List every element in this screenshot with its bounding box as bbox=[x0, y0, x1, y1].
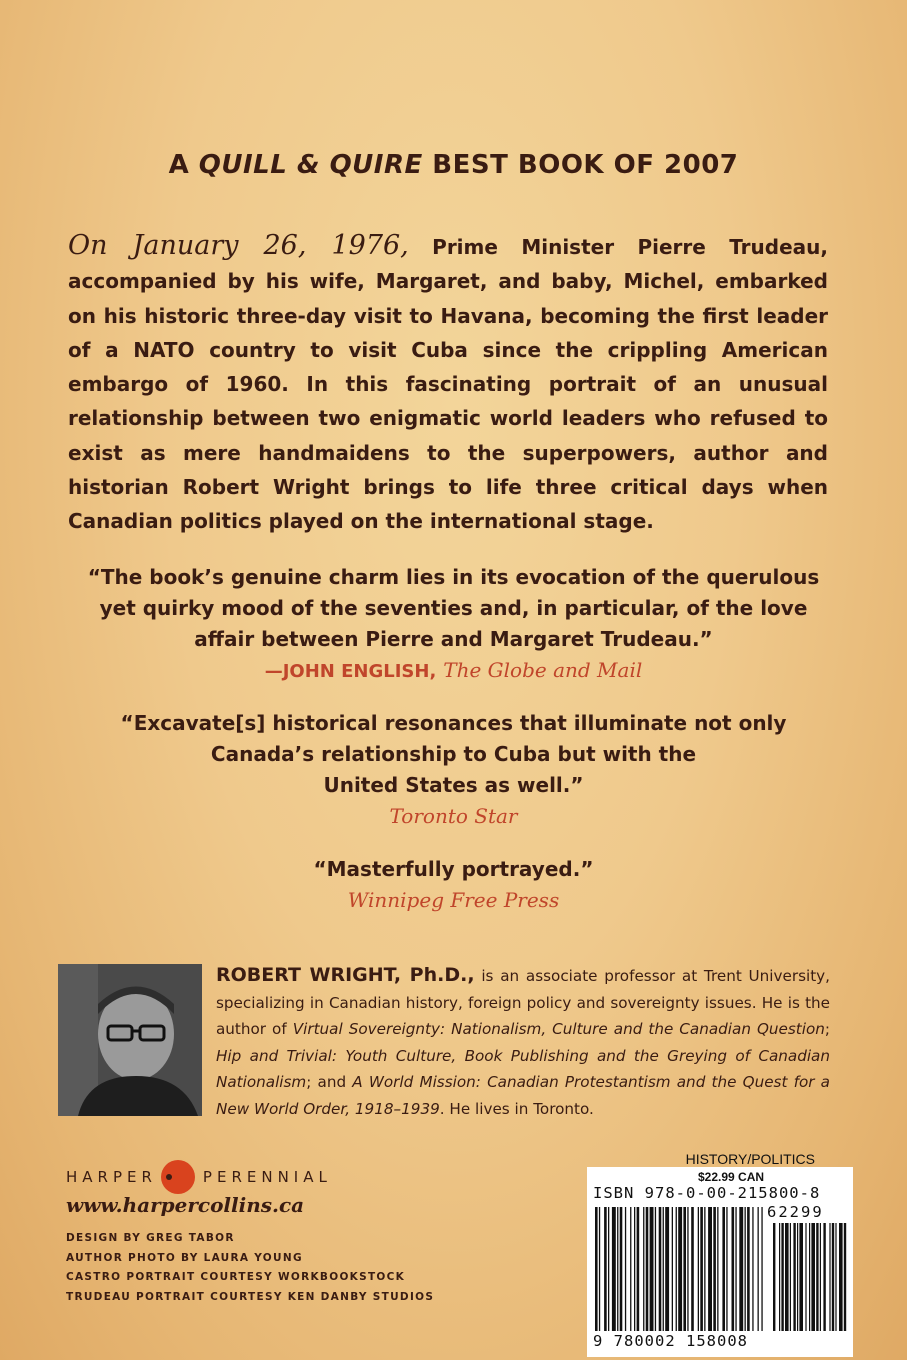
quote-source bbox=[0, 885, 907, 916]
book-description bbox=[68, 229, 828, 539]
publisher-name-left: HARPER bbox=[66, 1168, 157, 1186]
ean-digits: 9 780002 158008 bbox=[593, 1332, 748, 1350]
credit-line: CASTRO PORTRAIT COURTESY WORKBOOKSTOCK bbox=[66, 1271, 406, 1283]
quote-publication: Toronto Star bbox=[389, 804, 518, 828]
price-label: $22.99 CAN bbox=[698, 1170, 765, 1184]
quote-publication: The Globe and Mail bbox=[443, 658, 643, 682]
isbn-label: ISBN 978-0-00-215800-8 bbox=[593, 1184, 821, 1202]
quote-line: affair between Pierre and Margaret Trudeau.” bbox=[194, 627, 713, 651]
quote-line: yet quirky mood of the seventies and, in particular, of the love bbox=[99, 596, 808, 620]
category-label: HISTORY/POLITICS bbox=[685, 1151, 815, 1167]
book-title: Hip and Trivial: Youth Culture, Book Publishing and the Greying of Canadian Nationalism bbox=[216, 1046, 830, 1091]
book-title: A World Mission: Canadian Protestantism and the Quest for a New World Order, 1918–1939 bbox=[216, 1073, 830, 1118]
quote-line: United States as well.” bbox=[323, 773, 584, 797]
award-heading: A QUILL & QUIRE BEST BOOK OF 2007 bbox=[168, 150, 739, 180]
description-body: Prime Minister Pierre Trudeau, accompanied by his wife, Margaret, and baby, Michel, embarked on his historic three-day visit to Havana, becoming the first leader of a NATO country to visit Cuba since the crippling American embargo of 1960. In this fascinating portrait of an unusual relationship between two enigmatic world leaders who refused to exist as mere handmaidens to the superpowers, author and historian Robert Wright brings to life three critical days when Canadian politics played on the international stage. bbox=[68, 235, 828, 534]
credit-line: DESIGN BY GREG TABOR bbox=[66, 1232, 235, 1244]
credit-line: TRUDEAU PORTRAIT COURTESY KEN DANBY STUDIOS bbox=[66, 1290, 435, 1303]
barcode-icon bbox=[595, 1207, 847, 1331]
price-addon-digits: 62299 bbox=[767, 1203, 824, 1221]
quote-source bbox=[0, 655, 907, 687]
quote-line: Canada’s relationship to Cuba but with the bbox=[210, 742, 697, 766]
publisher-logo-icon bbox=[161, 1160, 195, 1194]
quote-author: —JOHN ENGLISH, bbox=[264, 661, 437, 682]
quote-line: “Excavate[s] historical resonances that illuminate not only bbox=[120, 711, 787, 735]
award-magazine: QUILL & QUIRE bbox=[198, 150, 423, 180]
author-name: ROBERT WRIGHT, Ph.D., bbox=[216, 964, 475, 986]
publisher-logo bbox=[66, 1160, 332, 1194]
quote-line: “Masterfully portrayed.” bbox=[313, 857, 594, 881]
quote-source bbox=[0, 801, 907, 832]
review-quote-1 bbox=[0, 562, 907, 687]
credits bbox=[66, 1229, 434, 1307]
publisher-name-right: PERENNIAL bbox=[202, 1168, 332, 1186]
barcode-box bbox=[587, 1167, 853, 1357]
review-quote-3 bbox=[0, 854, 907, 916]
credit-line: AUTHOR PHOTO BY LAURA YOUNG bbox=[66, 1251, 303, 1264]
publisher-url: www.harpercollins.ca bbox=[66, 1193, 305, 1217]
book-title: Virtual Sovereignty: Nationalism, Culture and the Canadian Question bbox=[292, 1020, 825, 1038]
description-lead-date: On January 26, 1976, bbox=[68, 230, 409, 261]
quote-line: “The book’s genuine charm lies in its evocation of the querulous bbox=[87, 565, 820, 589]
author-bio: ROBERT WRIGHT, Ph.D., is an associate professor at Trent University, specializing in Canadian history, foreign policy and sovereignty issues. He is the author of Virtual Sovereignty: Nationalism, Culture and the Canadian Question; Hip and Trivial: Youth Culture, Book Publishing and the Greying of Canadian Nationalism; and A World Mission: Canadian Protestantism and the Quest for a New World Order, 1918–1939. He lives in Toronto. bbox=[216, 964, 831, 1118]
author-photo bbox=[58, 964, 202, 1116]
review-quote-2 bbox=[0, 708, 907, 832]
quote-publication: Winnipeg Free Press bbox=[347, 888, 560, 912]
